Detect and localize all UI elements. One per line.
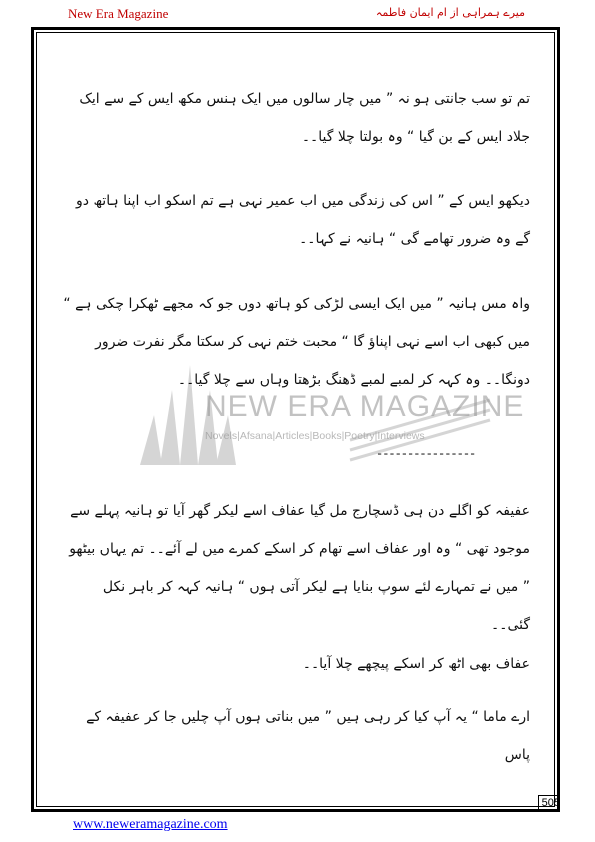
page-number: 505 <box>538 795 560 811</box>
watermark-name: NEW ERA MAGAZINE <box>205 390 525 423</box>
paragraph-4: عفیفہ کو اگلے دن ہی ڈسچارج مل گیا عفاف اسے لیکر گھر آیا تو ہانیہ پہلے سے موجود تھی “ وہ اور عفاف اسے تھام کر اسکے کمرے میں لے آئے۔۔ تم یہاں بیٹھو ” میں نے تمہارے لئے سوپ بنایا ہے لیکر آتی ہوں “ ہانیہ کہہ کر باہر نکل گئی۔۔ <box>69 503 530 633</box>
paragraph-5: عفاف بھی اٹھ کر اسکے پیچھے چلا آیا۔۔ <box>302 656 530 672</box>
story-title: میرے ہمراہی از ام ایمان فاطمہ <box>375 6 525 19</box>
paragraph-3: واہ مس ہانیہ ” میں ایک ایسی لڑکی کو ہاتھ دوں جو کہ مجھے ٹھکرا چکی ہے “ میں کبھی اب اسے نہی اپناؤ گا “ محبت ختم نہی کر سکتا مگر نفرت ضرور دونگا۔۔ وہ کہہ کر لمبے لمبے ڈھنگ بڑھتا وہاں سے چلا گیا۔۔ <box>63 296 530 388</box>
watermark-tagline: Novels|Afsana|Articles|Books|Poetry|Interviews <box>205 430 425 442</box>
section-separator: ---------------- <box>376 447 476 461</box>
paragraph-1: تم تو سب جانتی ہو نہ ” میں چار سالوں میں ایک ہنس مکھ ایس کے سے ایک جلاد ایس کے بن گیا “ وہ بولتا چلا گیا۔۔ <box>79 91 530 145</box>
paragraph-6: ارے ماما “ یہ آپ کیا کر رہی ہیں ” میں بناتی ہوں آپ چلیں جا کر عفیفہ کے پاس <box>86 709 530 763</box>
footer-link[interactable]: www.neweramagazine.com <box>73 817 228 832</box>
magazine-title: New Era Magazine <box>68 6 169 21</box>
paragraph-2: دیکھو ایس کے ” اس کی زندگی میں اب عمیر نہی ہے تم اسکو اب اپنا ہاتھ دو گے وہ ضرور تھامے گی “ ہانیہ نے کہا۔۔ <box>76 193 530 247</box>
